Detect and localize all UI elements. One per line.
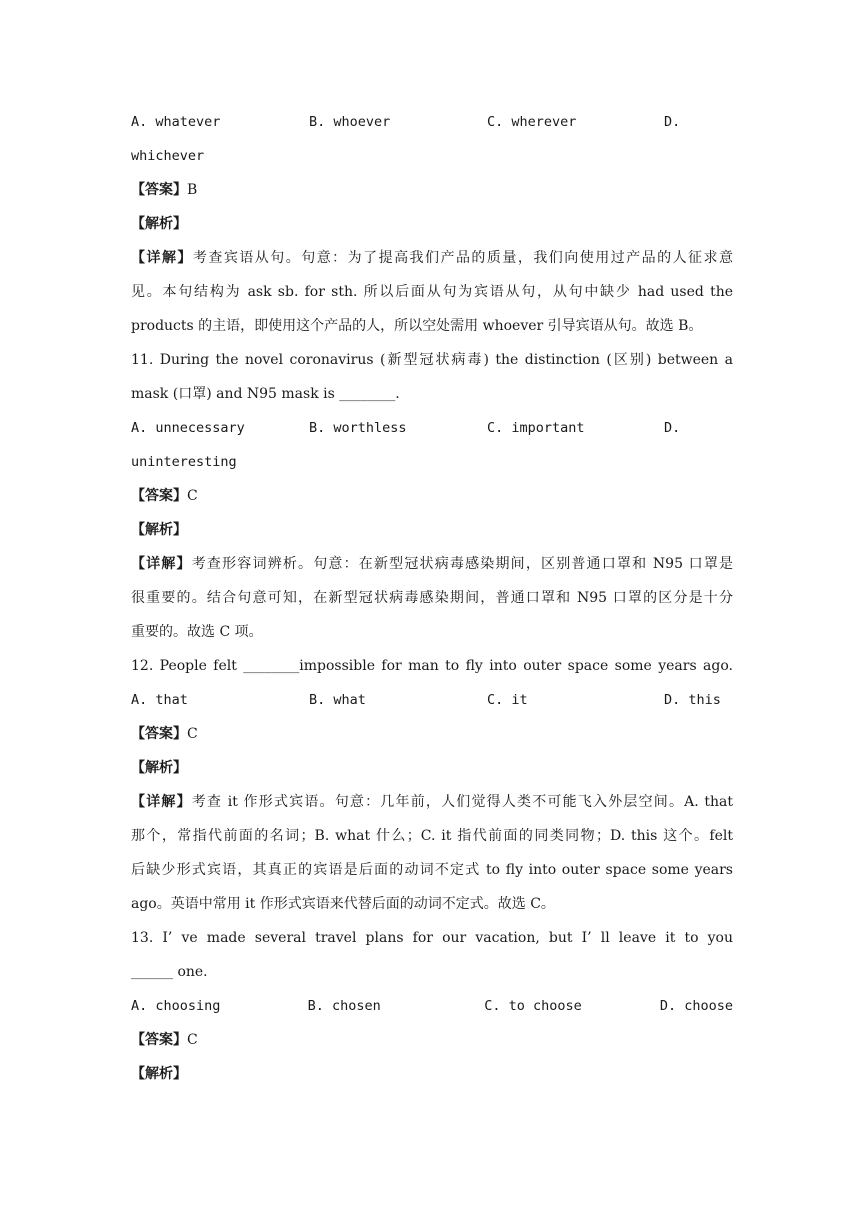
q13-options xyxy=(131,992,733,1026)
q12-option-a: A. that xyxy=(131,692,188,708)
q11-detail-line xyxy=(131,550,733,584)
q12-detail-line: 那个，常指代前面的名词；B. what 什么；C. it 指代前面的同类同物；D. this 这个。felt xyxy=(131,828,733,844)
q10-option-a: A. whatever xyxy=(131,114,221,130)
q11-option-a: A. unnecessary xyxy=(131,420,245,436)
q10-detail-line xyxy=(131,244,733,278)
q10-option-b: B. whoever xyxy=(309,114,391,130)
q10-options xyxy=(131,108,733,142)
q11-option-d: D. xyxy=(664,420,681,436)
q10-analysis-tag: 【解析】 xyxy=(131,216,187,232)
q11-detail-line: 很重要的。结合句意可知，在新型冠状病毒感染期间，普通口罩和 N95 口罩的区分是十分 xyxy=(131,590,733,606)
q13-question-line: ______ one. xyxy=(131,964,208,980)
q11-detail-line: 重要的。故选 C 项。 xyxy=(131,624,263,640)
answer-tag: 【答案】 xyxy=(131,1032,187,1048)
q12-option-c: C. it xyxy=(487,692,528,708)
q11-option-b: B. worthless xyxy=(309,420,407,436)
q11-options xyxy=(131,414,733,448)
detail-text: 考查形容词辨析。句意：在新型冠状病毒感染期间，区别普通口罩和 N95 口罩是 xyxy=(191,556,734,572)
q11-question-line: mask (口罩) and N95 mask is ________. xyxy=(131,386,400,402)
q12-detail-line: 后缺少形式宾语，其真正的宾语是后面的动词不定式 to fly into outer space some years xyxy=(131,862,733,878)
q12-question-line: 12. People felt ________impossible for man to fly into outer space some years ago. xyxy=(131,658,733,674)
q12-option-d: D. this xyxy=(664,692,721,708)
q11-option-c: C. important xyxy=(487,420,585,436)
q12-options xyxy=(131,686,733,720)
answer-tag: 【答案】 xyxy=(131,182,187,198)
q11-option-wrap: uninteresting xyxy=(131,454,237,470)
q13-question-line: 13. I’ ve made several travel plans for our vacation, but I’ ll leave it to you xyxy=(131,930,733,946)
answer-value: B xyxy=(187,182,198,198)
q10-option-d: D. xyxy=(664,114,681,130)
detail-text: 考查 it 作形式宾语。句意：几年前，人们觉得人类不可能飞入外层空间。A. that xyxy=(191,794,733,810)
q13-analysis-tag: 【解析】 xyxy=(131,1066,187,1082)
document-content xyxy=(131,108,733,1094)
detail-tag: 【详解】 xyxy=(131,556,192,572)
q12-detail-line xyxy=(131,788,733,822)
answer-value: C xyxy=(187,726,198,742)
q13-option-d: D. choose xyxy=(659,998,733,1014)
q12-answer xyxy=(131,720,733,754)
q12-detail-line: ago。英语中常用 it 作形式宾语来代替后面的动词不定式。故选 C。 xyxy=(131,896,555,912)
q10-answer xyxy=(131,176,733,210)
detail-tag: 【详解】 xyxy=(131,250,193,266)
q11-question-line: 11. During the novel coronavirus (新型冠状病毒) the distinction (区别) between a xyxy=(131,352,733,368)
detail-tag: 【详解】 xyxy=(131,794,192,810)
q13-option-b: B. chosen xyxy=(307,998,381,1014)
q10-detail-line: 见。本句结构为 ask sb. for sth. 所以后面从句为宾语从句，从句中缺少 had used the xyxy=(131,284,733,300)
answer-value: C xyxy=(187,1032,198,1048)
q13-option-c: C. to choose xyxy=(484,998,582,1014)
answer-tag: 【答案】 xyxy=(131,726,187,742)
detail-text: 考查宾语从句。句意：为了提高我们产品的质量，我们向使用过产品的人征求意 xyxy=(192,250,734,266)
answer-value: C xyxy=(187,488,198,504)
q13-answer xyxy=(131,1026,733,1060)
q13-option-a: A. choosing xyxy=(131,998,221,1014)
q10-option-wrap: whichever xyxy=(131,148,205,164)
q11-analysis-tag: 【解析】 xyxy=(131,522,187,538)
answer-tag: 【答案】 xyxy=(131,488,187,504)
q12-option-b: B. what xyxy=(309,692,366,708)
q12-analysis-tag: 【解析】 xyxy=(131,760,187,776)
q10-detail-line: products 的主语，即使用这个产品的人，所以空处需用 whoever 引导宾语从句。故选 B。 xyxy=(131,318,703,334)
q11-answer xyxy=(131,482,733,516)
q10-option-c: C. wherever xyxy=(487,114,577,130)
